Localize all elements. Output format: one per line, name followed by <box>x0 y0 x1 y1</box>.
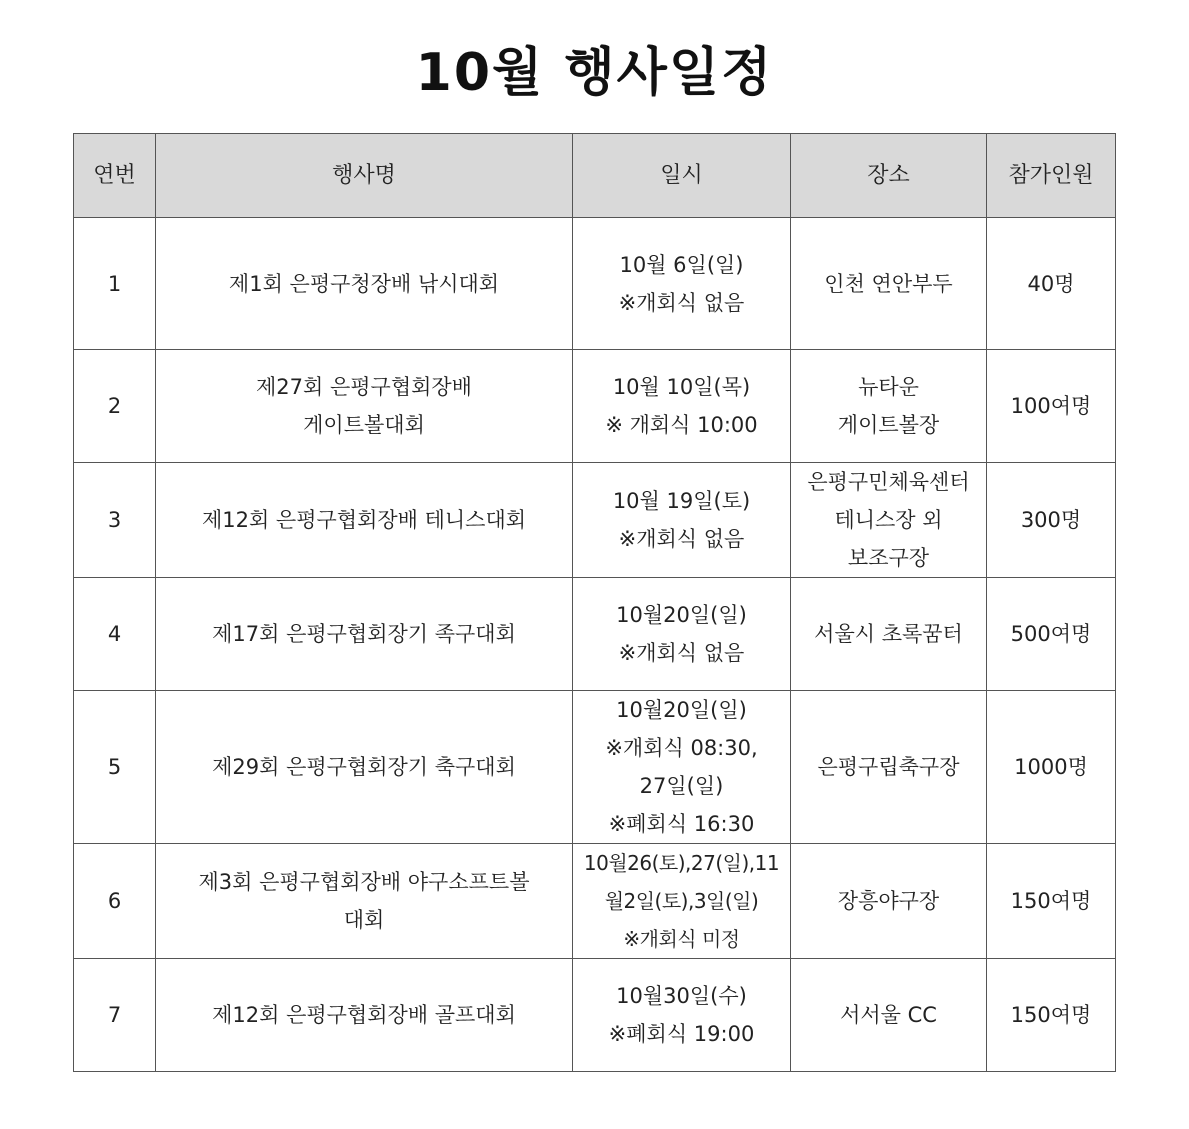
cell-no: 2 <box>74 350 156 463</box>
cell-participants: 1000명 <box>987 691 1116 844</box>
cell-no: 3 <box>74 463 156 578</box>
venue-line: 테니스장 외 <box>834 508 943 532</box>
cell-event-name <box>156 691 573 844</box>
cell-no: 5 <box>74 691 156 844</box>
cell-datetime <box>573 959 791 1072</box>
cell-venue <box>791 691 987 844</box>
venue-line: 서서울 CC <box>840 1003 937 1027</box>
cell-datetime <box>573 218 791 350</box>
cell-event-name <box>156 844 573 959</box>
cell-venue <box>791 463 987 578</box>
cell-no: 6 <box>74 844 156 959</box>
datetime-line: ※개회식 08:30, <box>605 736 758 760</box>
datetime-line: ※폐회식 19:00 <box>608 1022 755 1046</box>
venue-line: 뉴타운 <box>858 375 919 399</box>
event-name-line: 제1회 은평구청장배 낚시대회 <box>228 271 500 296</box>
datetime-line: ※개회식 없음 <box>618 527 745 551</box>
cell-no: 7 <box>74 959 156 1072</box>
column-header-datetime: 일시 <box>573 134 791 218</box>
table-row <box>74 350 1116 463</box>
cell-event-name <box>156 959 573 1072</box>
datetime-line: ※개회식 미정 <box>623 927 740 951</box>
cell-participants: 150여명 <box>987 844 1116 959</box>
column-header-no: 연번 <box>74 134 156 218</box>
venue-line: 인천 연안부두 <box>824 271 953 296</box>
event-name-line: 제12회 은평구협회장배 테니스대회 <box>201 508 527 532</box>
column-header-venue: 장소 <box>791 134 987 218</box>
cell-event-name <box>156 218 573 350</box>
page-title: 10월 행사일정 <box>415 43 774 103</box>
cell-datetime <box>573 844 791 959</box>
datetime-line: 10월 6일(일) <box>619 252 744 277</box>
table-header-row <box>74 134 1116 218</box>
datetime-line: 월2일(토),3일(일) <box>604 889 759 913</box>
venue-line: 장흥야구장 <box>837 889 940 913</box>
datetime-line: ※개회식 없음 <box>618 290 745 315</box>
datetime-line: 10월 19일(토) <box>612 489 751 513</box>
table-row <box>74 959 1116 1072</box>
cell-datetime <box>573 578 791 691</box>
table-row <box>74 463 1116 578</box>
column-header-event-name: 행사명 <box>156 134 573 218</box>
datetime-line: ※ 개회식 10:00 <box>605 413 758 437</box>
cell-no: 1 <box>74 218 156 350</box>
venue-line: 은평구립축구장 <box>817 755 960 779</box>
table-row <box>74 218 1116 350</box>
table-row <box>74 844 1116 959</box>
cell-venue <box>791 844 987 959</box>
datetime-line: 10월26(토),27(일),11 <box>583 851 780 875</box>
datetime-line: 10월20일(일) <box>616 603 747 627</box>
event-name-line: 제17회 은평구협회장기 족구대회 <box>212 622 516 646</box>
datetime-line: 27일(일) <box>639 774 724 798</box>
event-name-line: 제12회 은평구협회장배 골프대회 <box>212 1003 516 1027</box>
event-schedule-table <box>73 133 1116 1072</box>
cell-event-name <box>156 350 573 463</box>
table-row <box>74 578 1116 691</box>
cell-no: 4 <box>74 578 156 691</box>
event-name-line: 제29회 은평구협회장기 축구대회 <box>212 755 516 779</box>
datetime-line: 10월 10일(목) <box>612 375 751 399</box>
cell-participants: 500여명 <box>987 578 1116 691</box>
cell-datetime <box>573 463 791 578</box>
venue-line: 은평구민체육센터 <box>807 470 970 494</box>
event-name-line: 제27회 은평구협회장배 <box>256 375 472 399</box>
venue-line: 보조구장 <box>847 546 930 570</box>
cell-event-name <box>156 578 573 691</box>
column-header-participants: 참가인원 <box>987 134 1116 218</box>
cell-venue <box>791 959 987 1072</box>
cell-participants: 300명 <box>987 463 1116 578</box>
datetime-line: ※폐회식 16:30 <box>608 812 755 836</box>
cell-event-name <box>156 463 573 578</box>
venue-line: 서울시 초록꿈터 <box>814 622 963 646</box>
event-name-line: 게이트볼대회 <box>303 413 425 437</box>
cell-participants: 150여명 <box>987 959 1116 1072</box>
cell-participants: 100여명 <box>987 350 1116 463</box>
event-name-line: 대회 <box>343 908 385 932</box>
datetime-line: 10월30일(수) <box>616 984 747 1008</box>
cell-datetime <box>573 691 791 844</box>
cell-venue <box>791 350 987 463</box>
venue-line: 게이트볼장 <box>837 413 940 437</box>
datetime-line: 10월20일(일) <box>616 698 747 722</box>
datetime-line: ※개회식 없음 <box>618 641 745 665</box>
cell-participants: 40명 <box>987 218 1116 350</box>
cell-datetime <box>573 350 791 463</box>
cell-venue <box>791 218 987 350</box>
event-name-line: 제3회 은평구협회장배 야구소프트볼 <box>198 870 530 894</box>
table-row <box>74 691 1116 844</box>
cell-venue <box>791 578 987 691</box>
